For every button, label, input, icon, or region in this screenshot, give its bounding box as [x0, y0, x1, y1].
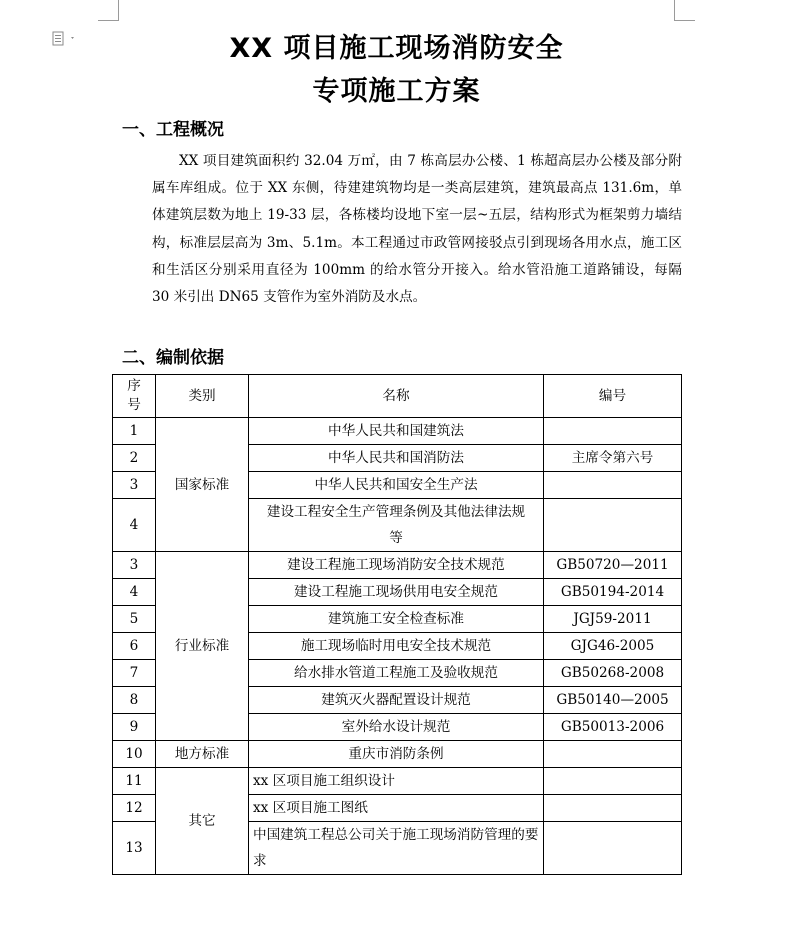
- row-seq: 4: [113, 579, 156, 606]
- row-seq: 3: [113, 552, 156, 579]
- row-seq: 3: [113, 472, 156, 499]
- basis-table: [112, 374, 682, 875]
- row-name: 建设工程施工现场供用电安全规范: [249, 579, 544, 606]
- row-name: 建筑施工安全检查标准: [249, 606, 544, 633]
- row-seq: 6: [113, 633, 156, 660]
- row-code: [544, 795, 682, 822]
- row-name: 重庆市消防条例: [249, 741, 544, 768]
- row-name: xx 区项目施工图纸: [249, 795, 544, 822]
- row-name: 建筑灭火器配置设计规范: [249, 687, 544, 714]
- table-row: [113, 768, 682, 795]
- row-code: [544, 499, 682, 552]
- row-seq: 8: [113, 687, 156, 714]
- document-title-line1: XX 项目施工现场消防安全: [229, 33, 564, 64]
- table-header-row: [113, 375, 682, 418]
- document-title-line2: 专项施工方案: [312, 76, 481, 107]
- row-code: [544, 822, 682, 875]
- category-local: 地方标准: [156, 741, 249, 768]
- row-code: GB50194-2014: [544, 579, 682, 606]
- row-code: GB50140—2005: [544, 687, 682, 714]
- row-name: 中华人民共和国消防法: [249, 445, 544, 472]
- table-row: [113, 552, 682, 579]
- table-row: [113, 741, 682, 768]
- row-seq: 10: [113, 741, 156, 768]
- section-heading-basis: 二、编制依据: [122, 348, 224, 368]
- row-code: [544, 741, 682, 768]
- row-code: GB50720—2011: [544, 552, 682, 579]
- row-name: 建设工程施工现场消防安全技术规范: [249, 552, 544, 579]
- row-code: [544, 472, 682, 499]
- row-code: GJG46-2005: [544, 633, 682, 660]
- row-code: GB50013-2006: [544, 714, 682, 741]
- row-name: 中华人民共和国建筑法: [249, 418, 544, 445]
- row-name: 中国建筑工程总公司关于施工现场消防管理的要求: [249, 822, 544, 875]
- row-name: 中华人民共和国安全生产法: [249, 472, 544, 499]
- row-name: 室外给水设计规范: [249, 714, 544, 741]
- row-seq: 7: [113, 660, 156, 687]
- row-name: 施工现场临时用电安全技术规范: [249, 633, 544, 660]
- table-row: [113, 418, 682, 445]
- row-code: 主席令第六号: [544, 445, 682, 472]
- category-other: 其它: [156, 768, 249, 875]
- row-seq: 4: [113, 499, 156, 552]
- row-seq: 1: [113, 418, 156, 445]
- header-name: 名称: [249, 375, 544, 418]
- row-name: 给水排水管道工程施工及验收规范: [249, 660, 544, 687]
- header-code: 编号: [544, 375, 682, 418]
- page-corner-mark-left: [98, 0, 119, 21]
- category-industry: 行业标准: [156, 552, 249, 741]
- row-name: xx 区项目施工组织设计: [249, 768, 544, 795]
- page-corner-mark-right: [674, 0, 695, 21]
- section-heading-overview: 一、工程概况: [122, 120, 224, 140]
- category-national: 国家标准: [156, 418, 249, 552]
- row-code: GB50268-2008: [544, 660, 682, 687]
- row-seq: 12: [113, 795, 156, 822]
- header-seq: 序号: [113, 375, 156, 418]
- row-seq: 5: [113, 606, 156, 633]
- row-code: [544, 418, 682, 445]
- row-code: [544, 768, 682, 795]
- row-seq: 13: [113, 822, 156, 875]
- header-category: 类别: [156, 375, 249, 418]
- row-code: JGJ59-2011: [544, 606, 682, 633]
- row-name: 建设工程安全生产管理条例及其他法律法规等: [249, 499, 544, 552]
- row-seq: 9: [113, 714, 156, 741]
- overview-paragraph: XX 项目建筑面积约 32.04 万㎡，由 7 栋高层办公楼、1 栋超高层办公楼及部分附属车库组成。位于 XX 东侧，待建建筑物均是一类高层建筑，建筑最高点 131.6m，单体建筑层数为地上 19-33 层，各栋楼均设地下室一层~五层，结构形式为框架剪力墙结构，标准层层高为 3m、5.1m。本工程通过市政管网接驳点引到现场各用水点，施工区和生活区分别采用直径为 100mm 的给水管分开接入。给水管沿施工道路铺设，每隔 30 米引出 DN65 支管作为室外消防及水点。: [152, 153, 682, 306]
- row-seq: 11: [113, 768, 156, 795]
- row-seq: 2: [113, 445, 156, 472]
